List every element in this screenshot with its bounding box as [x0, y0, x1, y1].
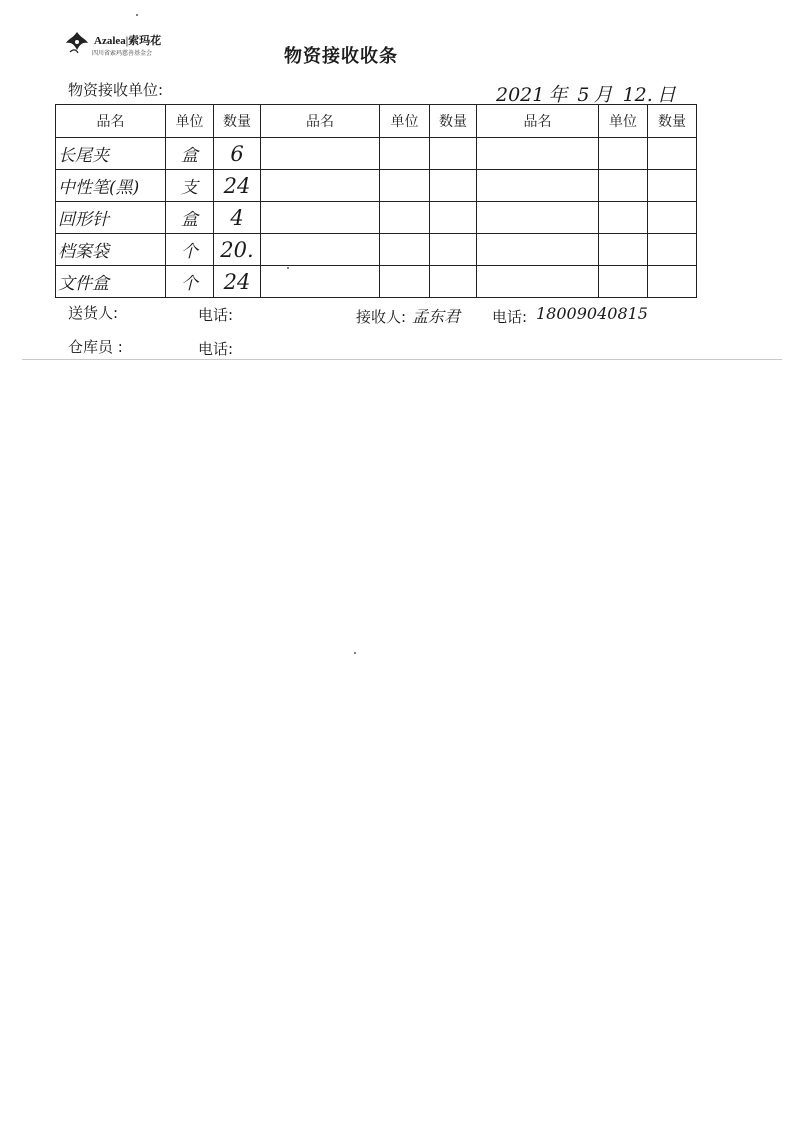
- cut-line: [22, 359, 782, 360]
- empty-cell: [648, 234, 697, 266]
- empty-cell: [261, 234, 380, 266]
- header-qty-3: 数量: [648, 105, 697, 138]
- empty-cell: [430, 202, 477, 234]
- date-year-char: 年: [548, 84, 568, 106]
- receiver-phone-label: 电话:: [492, 308, 528, 326]
- logo-subtitle: 四川省索玛慈善基金会: [92, 50, 153, 57]
- item-name: 文件盒: [56, 266, 166, 298]
- header-unit-1: 单位: [166, 105, 214, 138]
- empty-cell: [477, 138, 599, 170]
- empty-cell: [648, 266, 697, 298]
- item-unit: 盒: [166, 202, 214, 234]
- items-table: [55, 104, 697, 298]
- item-name: 档案袋: [56, 234, 166, 266]
- header-qty-1: 数量: [214, 105, 261, 138]
- item-qty: 20.: [214, 234, 261, 266]
- empty-cell: [380, 266, 430, 298]
- empty-cell: [261, 202, 380, 234]
- item-qty: 4: [214, 202, 261, 234]
- speck: [287, 267, 289, 269]
- empty-cell: [380, 234, 430, 266]
- date-month: 5: [577, 84, 590, 106]
- empty-cell: [599, 202, 648, 234]
- empty-cell: [380, 138, 430, 170]
- date: [496, 80, 680, 107]
- empty-cell: [477, 170, 599, 202]
- receiver-phone: 18009040815: [536, 304, 648, 323]
- item-unit: 盒: [166, 138, 214, 170]
- empty-cell: [648, 170, 697, 202]
- empty-cell: [261, 138, 380, 170]
- item-unit: 支: [166, 170, 214, 202]
- warehouse-label: 仓库员 :: [68, 338, 123, 356]
- date-year: 2021: [496, 84, 545, 106]
- table-row: [56, 138, 697, 170]
- empty-cell: [599, 234, 648, 266]
- empty-cell: [599, 170, 648, 202]
- empty-cell: [380, 202, 430, 234]
- empty-cell: [648, 202, 697, 234]
- header-qty-2: 数量: [430, 105, 477, 138]
- date-day: 12.: [622, 84, 653, 106]
- header-name-3: 品名: [477, 105, 599, 138]
- table-row: [56, 170, 697, 202]
- empty-cell: [599, 266, 648, 298]
- receiving-unit-label: 物资接收单位:: [68, 81, 164, 99]
- sender-label: 送货人:: [68, 304, 119, 322]
- empty-cell: [430, 266, 477, 298]
- empty-cell: [430, 170, 477, 202]
- table-header-row: [56, 105, 697, 138]
- empty-cell: [380, 170, 430, 202]
- warehouse-phone-label: 电话:: [198, 340, 234, 358]
- receiver-signature: 孟东君: [412, 307, 461, 326]
- empty-cell: [477, 266, 599, 298]
- date-month-char: 月: [593, 84, 613, 106]
- header-name-2: 品名: [261, 105, 380, 138]
- speck: [136, 14, 138, 16]
- item-qty: 6: [214, 138, 261, 170]
- empty-cell: [648, 138, 697, 170]
- azalea-flower-icon: [62, 28, 92, 58]
- sender-phone-label: 电话:: [198, 306, 234, 324]
- table-row: [56, 266, 697, 298]
- item-name: 中性笔(黑): [56, 170, 166, 202]
- item-qty: 24: [214, 170, 261, 202]
- empty-cell: [430, 138, 477, 170]
- table-row: [56, 234, 697, 266]
- empty-cell: [430, 234, 477, 266]
- empty-cell: [477, 234, 599, 266]
- item-name: 长尾夹: [56, 138, 166, 170]
- logo: [62, 28, 172, 62]
- header-name-1: 品名: [56, 105, 166, 138]
- empty-cell: [477, 202, 599, 234]
- item-unit: 个: [166, 234, 214, 266]
- speck: [354, 652, 356, 654]
- item-name: 回形针: [56, 202, 166, 234]
- empty-cell: [261, 170, 380, 202]
- item-qty: 24: [214, 266, 261, 298]
- header-unit-3: 单位: [599, 105, 648, 138]
- date-day-char: 日: [656, 84, 676, 106]
- table-row: [56, 202, 697, 234]
- empty-cell: [261, 266, 380, 298]
- receiver-label: 接收人:: [356, 308, 407, 326]
- logo-name: Azalea|索玛花: [94, 35, 162, 47]
- document-title: 物资接收收条: [284, 46, 398, 67]
- empty-cell: [599, 138, 648, 170]
- header-unit-2: 单位: [380, 105, 430, 138]
- item-unit: 个: [166, 266, 214, 298]
